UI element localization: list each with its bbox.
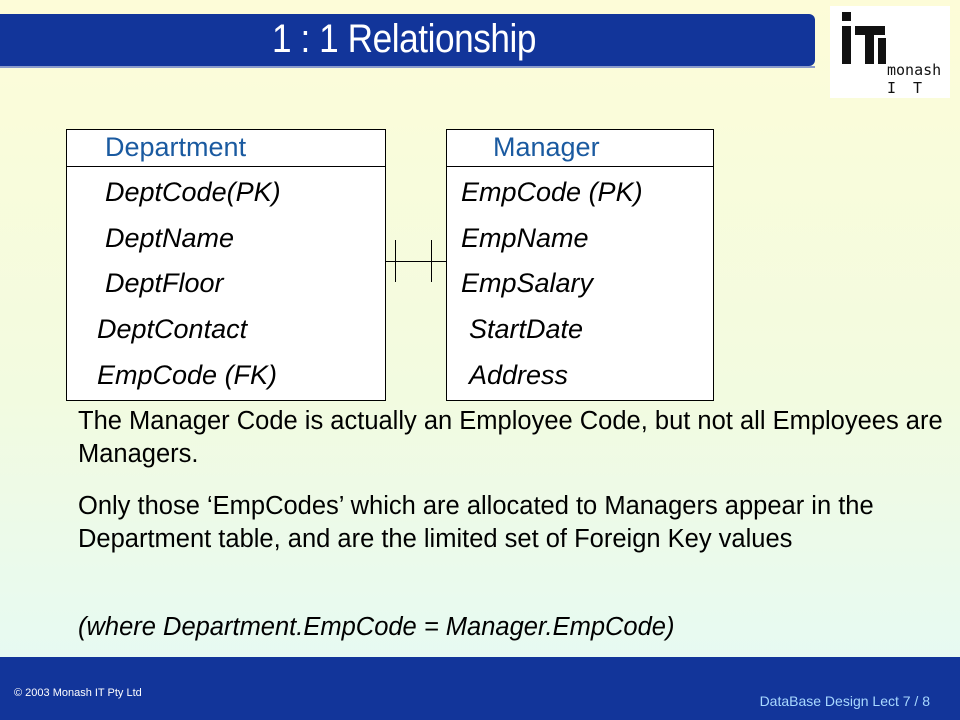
department-attribute: DeptFloor [105,268,224,298]
manager-entity [446,129,714,401]
department-attribute: DeptContact [97,314,248,344]
manager-attribute: EmpSalary [461,268,594,298]
department-attribute: DeptCode(PK) [105,177,281,207]
manager-attribute: EmpCode (PK) [461,177,643,207]
manager-entity-title: Manager [493,132,600,162]
relationship-cardinality-tick-left [395,240,396,282]
slide-title: 1 : 1 Relationship [272,17,537,61]
explanation-paragraph-2: Only those ‘EmpCodes’ which are allocated to Managers appear in the Department table, and are the limited set of Foreign Key values [78,492,874,553]
manager-entity-header [447,130,713,167]
department-attribute: DeptName [105,223,235,253]
title-bar-underline [0,66,815,68]
department-attribute: EmpCode (FK) [97,360,278,390]
explanation-paragraph-1: The Manager Code is actually an Employee Code, but not all Employees are Managers. [78,407,943,468]
logo-word-monash: monash [887,61,942,79]
footer-bar [0,657,960,720]
department-entity [66,129,386,401]
department-entity-title: Department [105,132,247,162]
logo-word-it: I T [887,79,927,97]
copyright-text: © 2003 Monash IT Pty Ltd [14,687,142,699]
department-entity-header [67,130,385,167]
manager-attribute: Address [469,360,569,390]
where-clause-text: (where Department.EmpCode = Manager.EmpCode) [78,613,675,641]
relationship-cardinality-tick-right [431,240,432,282]
lecture-label: DataBase Design Lect 7 / 8 [759,693,930,709]
manager-attribute: EmpName [461,223,589,253]
manager-attribute: StartDate [469,314,584,344]
iti-logo-mark [842,12,886,66]
monash-it-logo [830,6,950,98]
